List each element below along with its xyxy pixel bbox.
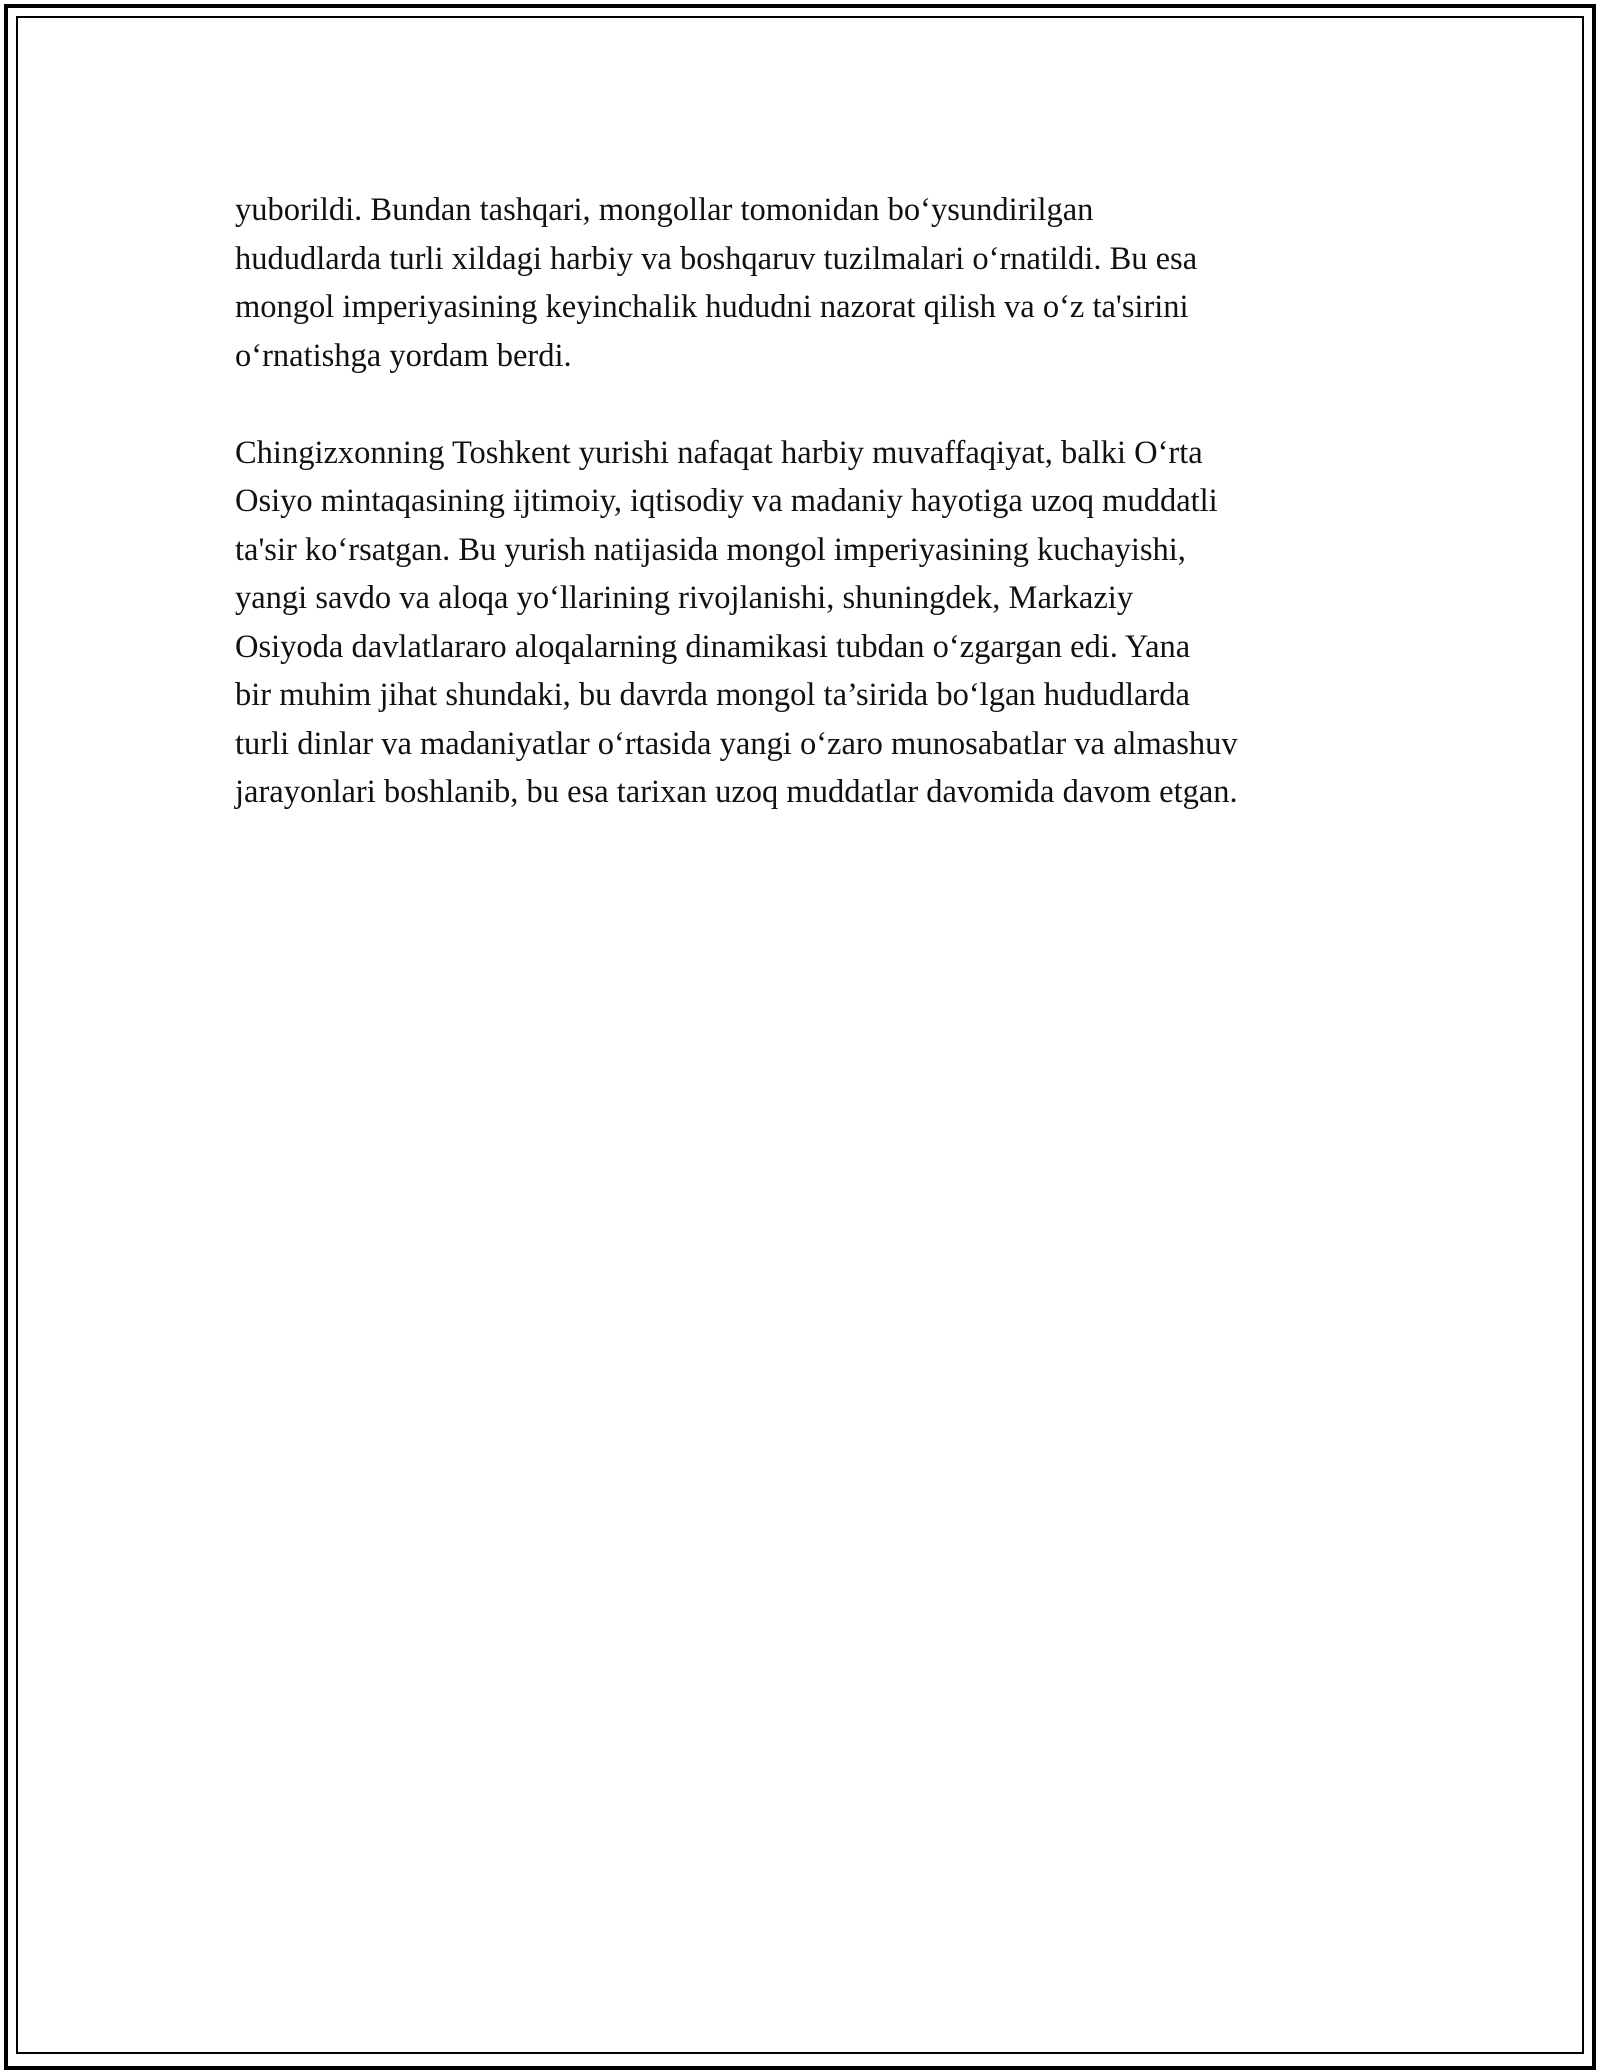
paragraph-line: turli dinlar va madaniyatlar o‘rtasida yangi o‘zaro munosabatlar va almashuv: [235, 725, 1238, 762]
paragraph-line: yangi savdo va aloqa yo‘llarining rivojlanishi, shuningdek, Markaziy: [235, 580, 1134, 616]
paragraph-line: o‘rnatishga yordam berdi.: [235, 337, 572, 374]
paragraph-line: Chingizxonning Toshkent yurishi nafaqat harbiy muvaffaqiyat, balki O‘rta: [235, 434, 1203, 471]
paragraph-line: bir muhim jihat shundaki, bu davrda mongol ta’sirida bo‘lgan hududlarda: [235, 677, 1190, 713]
paragraph-line: Osiyoda davlatlararo aloqalarning dinamikasi tubdan o‘zgargan edi. Yana: [235, 628, 1191, 665]
paragraph-line: jarayonlari boshlanib, bu esa tarixan uzoq muddatlar davomida davom etgan.: [235, 774, 1238, 810]
paragraph-2: [235, 429, 1435, 817]
paragraph-line: ta'sir ko‘rsatgan. Bu yurish natijasida mongol imperiyasining kuchayishi,: [235, 531, 1186, 568]
paragraph-line: mongol imperiyasining keyinchalik hududni nazorat qilish va o‘z ta'sirini: [235, 289, 1189, 325]
paragraph-line: yuborildi. Bundan tashqari, mongollar tomonidan bo‘ysundirilgan: [235, 192, 1094, 228]
paragraph-1: [235, 186, 1435, 380]
paragraph-line: hududlarda turli xildagi harbiy va boshqaruv tuzilmalari o‘rnatildi. Bu esa: [235, 240, 1198, 277]
document-body: [235, 186, 1435, 817]
paragraph-line: Osiyo mintaqasining ijtimoiy, iqtisodiy va madaniy hayotiga uzoq muddatli: [235, 483, 1218, 519]
